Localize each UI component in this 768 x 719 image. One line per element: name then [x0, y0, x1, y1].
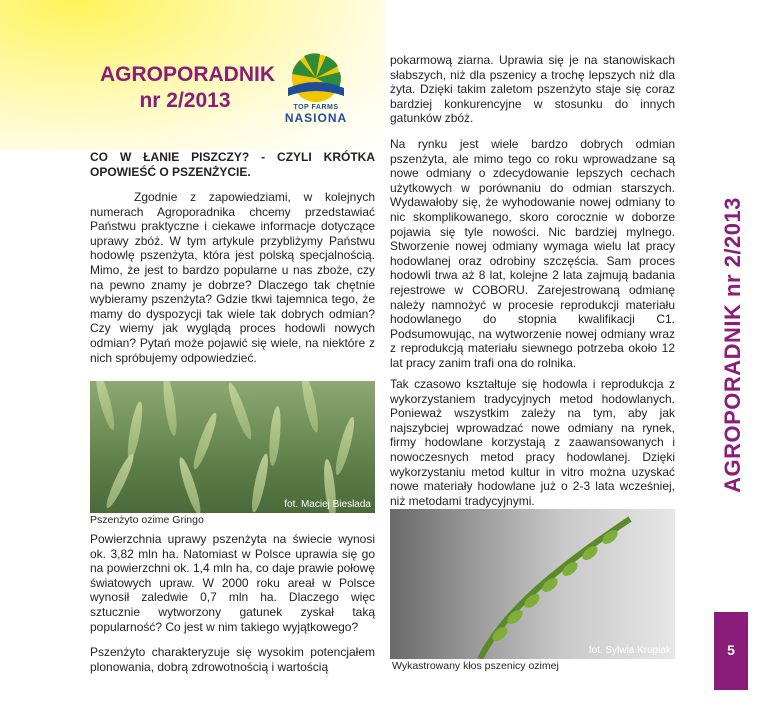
right-paragraph-1: pokarmową ziarna. Uprawia się je na stanowiskach słabszych, niż dla pszenicy a trochę lepszych niż dla żyta. Dzięki takim zaletom pszenżyto staje się coraz bardziej konkurencyjne w stosunku do innych gatunków zbóż. — [390, 53, 675, 126]
photo1-credit: fot. Maciej Bieslada — [284, 499, 371, 510]
photo2-caption: Wykastrowany kłos pszenicy ozimej — [392, 660, 559, 672]
photo2-credit: fot. Sylwia Krupiak — [588, 645, 671, 656]
article-heading: CO W ŁANIE PISZCZY? - CZYLI KRÓTKA OPOWIEŚĆ O PSZENŻYCIE. — [90, 150, 375, 179]
magazine-title-line2: nr 2/2013 — [139, 89, 231, 112]
sunburst-logo-icon — [280, 48, 352, 104]
page-number: 5 — [727, 642, 735, 658]
magazine-title-line1: AGROPORADNIK — [100, 63, 276, 86]
left-paragraph-1: Zgodnie z zapowiedziami, w kolejnych numerach Agroporadnika chcemy przedstawiać Państwu praktyczne i ciekawe informacje dotyczące uprawy zbóż. W tym artykule przybliżymy Państwu hodowlę pszenżyta, która jest polską specjalnością. Mimo, że jest to bardzo popularne u nas zboże, czy na pewno znamy je dobrze? Dlaczego tak chętnie wybieramy pszenżyta? Gdzie tkwi tajemnica tego, że mamy do dyspozycji tak wiele tak dobrych odmian? Czy wiemy jak wyglądą proces hodowli nowych odmian? Pytań może pojawić się wiele, na niektóre z nich spróbujemy odpowiedzieć. — [90, 190, 375, 365]
left-paragraph-3: Pszenżyto charakteryzuje się wysokim potencjałem plonowania, dobrą zdrowotnością i wartością — [90, 645, 375, 674]
wheat-ear-photo — [390, 509, 675, 659]
left-paragraph-2: Powierzchnia uprawy pszenżyta na świecie wynosi ok. 3,82 mln ha. Natomiast w Polsce uprawia się go na powierzchni ok. 1,4 mln ha, co daje prawie połowę światowych upraw. W 2000 roku areał w Polsce wynosił zaledwie 0,7 mln ha. Dlaczego więc sztucznie wytworzony gatunek zyskał taką popularność? Co jest w nim takiego wyjątkowego? — [90, 532, 375, 634]
logo-brand-main: NASIONA — [284, 111, 348, 125]
top-farms-logo — [280, 48, 352, 128]
right-paragraph-3: Tak czasowo kształtuje się hodowla i reprodukcja z wykorzystaniem tradycyjnych metod hodowlanych. Ponieważ wszystkim zależy na tym, aby jak najszybciej wprowadzać nowe odmiany na rynek, firmy hodowlane korzystają z zaawansowanych i nowoczesnych metod pracy hodowlanej. Dzięki wykorzystaniu metod kultur in vitro można uzyskać nowe materiały hodowlane już o 2-3 lata wcześniej, niż metodami tradycyjnymi. — [390, 377, 675, 508]
vertical-sidebar — [714, 160, 752, 530]
vertical-magazine-title: AGROPORADNIK nr 2/2013 — [720, 197, 745, 493]
wheat-ear-icon — [390, 509, 675, 659]
photo1-caption: Pszenżyto ozime Gringo — [90, 514, 204, 526]
logo-brand-top: TOP FARMS — [293, 104, 339, 111]
right-paragraph-2: Na rynku jest wiele bardzo dobrych odmian pszenżyta, ale mimo tego co roku wprowadzane są nowe odmiany o zdecydowanie lepszych cechach użytkowych w porównaniu do odmian starszych. Wydawałoby się, że wyhodowanie nowej odmiany to nic skomplikowanego, skoro corocznie w doborze pojawia się tyle nowości. Nic bardziej mylnego. Stworzenie nowej odmiany wymaga wielu lat pracy hodowlanej oraz odrobiny szczęścia. Sam proces hodowli trwa aż 8 lat, kolejne 2 lata zajmują badania rejestrowe w COBORU. Zarejestrowaną odmianę należy namnożyć w procesie reprodukcji materiału hodowlanego do stopnia kwalifikacji C1. Podsumowując, na wytworzenie nowej odmiany wraz z reprodukcją materiału siewnego potrzeba około 12 lat pracy zanim trafi ona do rolnika. — [390, 137, 675, 370]
page-number-bar — [714, 612, 748, 690]
triticale-field-photo — [90, 381, 375, 513]
magazine-title — [100, 62, 276, 114]
